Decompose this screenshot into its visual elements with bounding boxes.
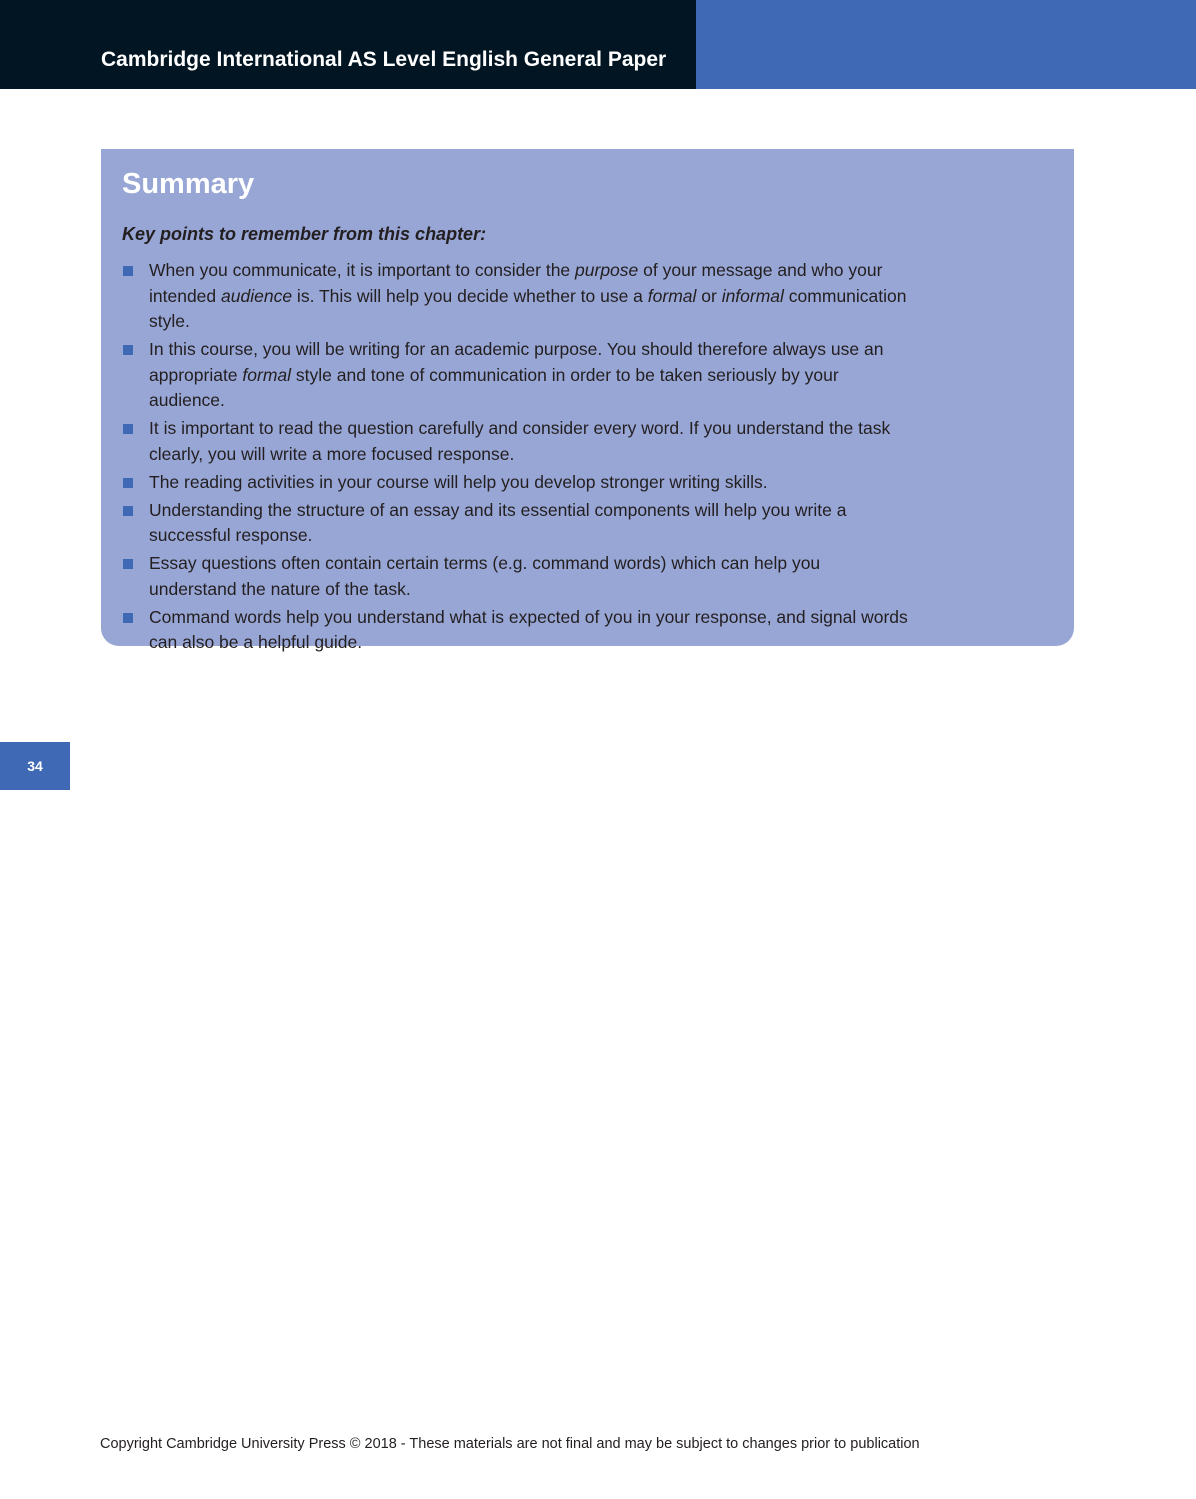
key-points-intro: Key points to remember from this chapter: [122,224,487,244]
summary-box [101,149,1074,652]
point-text: Understanding the structure of an essay and its essential components will help you write a successful response. [149,499,847,545]
list-item [122,498,912,549]
square-bullet-icon [123,345,133,355]
point-text: The reading activities in your course will help you develop stronger writing skills. [149,471,768,492]
point-text: is. This will help you decide whether to use a [292,285,648,306]
square-bullet-icon [123,424,133,434]
emphasis-formal: formal [242,364,292,385]
summary-points-list [122,258,912,658]
list-item [122,258,912,335]
point-text: of your message and who your intended [149,260,883,306]
summary-heading: Summary [122,168,255,200]
square-bullet-icon [123,266,133,276]
emphasis-informal: informal [721,285,784,306]
list-item [122,337,912,414]
list-item [122,551,912,602]
emphasis-audience: audience [221,285,293,306]
square-bullet-icon [123,478,133,488]
book-title: Cambridge International AS Level English General Paper [101,48,667,71]
list-item [122,605,912,656]
copyright-footer: Copyright Cambridge University Press © 2018 - These materials are not final and may be subject to changes prior to publication [100,1436,920,1452]
page-number-tab [0,742,70,790]
page-number: 34 [27,758,43,774]
point-text: style and tone of communication in order to be taken seriously by your audience. [149,364,839,410]
point-text: It is important to read the question carefully and consider every word. If you understand the task clearly, you will write a more focused response. [149,418,891,464]
square-bullet-icon [123,613,133,623]
list-item [122,416,912,467]
emphasis-formal: formal [647,285,697,306]
square-bullet-icon [123,559,133,569]
point-text: In this course, you will be writing for an academic purpose. You should therefore always use an appropriate [149,339,884,385]
header-blue-band [696,0,1196,89]
point-text: Essay questions often contain certain terms (e.g. command words) which can help you understand the nature of the task. [149,553,821,599]
point-text: When you communicate, it is important to consider the [149,260,576,280]
point-text: Command words help you understand what is expected of you in your response, and signal words can also be a helpful guide. [149,606,908,652]
emphasis-purpose: purpose [575,260,639,280]
point-text: communication style. [149,285,907,331]
point-text: or [696,285,722,306]
list-item [122,470,912,496]
header-dark-band [0,0,696,89]
square-bullet-icon [123,506,133,516]
